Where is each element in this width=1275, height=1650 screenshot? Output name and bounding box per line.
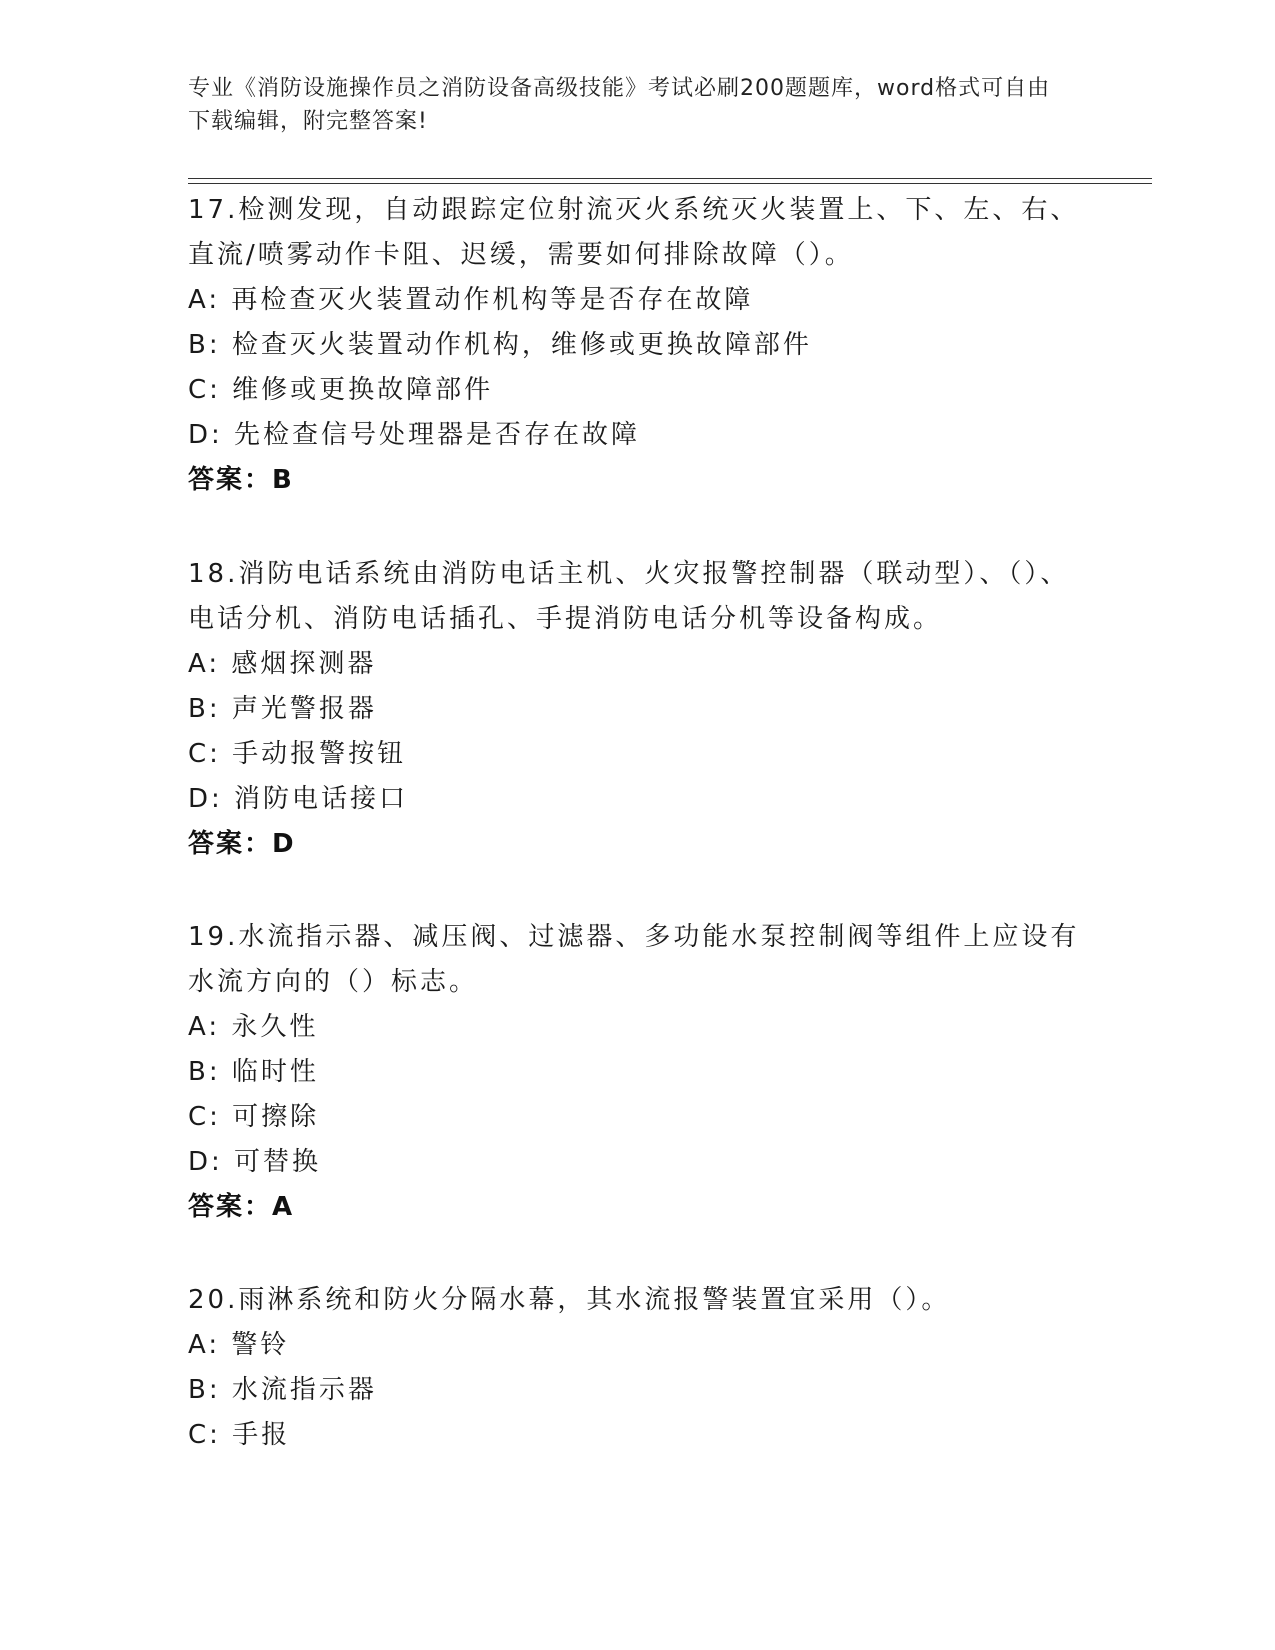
header-divider-bottom (188, 183, 1152, 184)
option-d: D: 消防电话接口 (188, 784, 409, 814)
option-a: A: 再检查灭火装置动作机构等是否存在故障 (188, 285, 754, 315)
question-19 (188, 915, 1088, 1230)
question-stem: 17.检测发现，自动跟踪定位射流灭火系统灭火装置上、下、左、右、直流/喷雾动作卡阻、迟缓，需要如何排除故障（）。 (188, 195, 1080, 270)
question-stem: 20.雨淋系统和防火分隔水幕，其水流报警装置宜采用（）。 (188, 1285, 951, 1315)
option-a: A: 感烟探测器 (188, 649, 377, 679)
answer: 答案：B (188, 465, 294, 495)
option-d: D: 先检查信号处理器是否存在故障 (188, 420, 641, 450)
option-c: C: 可擦除 (188, 1102, 320, 1132)
question-20 (188, 1278, 1088, 1458)
option-b: B: 水流指示器 (188, 1375, 377, 1405)
answer: 答案：D (188, 829, 296, 859)
question-stem: 19.水流指示器、减压阀、过滤器、多功能水泵控制阀等组件上应设有水流方向的（）标志。 (188, 922, 1080, 997)
answer: 答案：A (188, 1192, 295, 1222)
option-c: C: 手报 (188, 1420, 291, 1450)
question-18 (188, 552, 1088, 867)
option-a: A: 警铃 (188, 1330, 290, 1360)
option-c: C: 维修或更换故障部件 (188, 375, 494, 405)
option-b: B: 声光警报器 (188, 694, 377, 724)
option-a: A: 永久性 (188, 1012, 319, 1042)
option-d: D: 可替换 (188, 1147, 322, 1177)
question-17 (188, 188, 1088, 503)
document-header: 专业《消防设施操作员之消防设备高级技能》考试必刷200题题库，word格式可自由下载编辑，附完整答案! (188, 76, 1051, 134)
question-stem: 18.消防电话系统由消防电话主机、火灾报警控制器（联动型）、（）、电话分机、消防电话插孔、手提消防电话分机等设备构成。 (188, 559, 1070, 634)
option-b: B: 临时性 (188, 1057, 319, 1087)
option-c: C: 手动报警按钮 (188, 739, 407, 769)
option-b: B: 检查灭火装置动作机构，维修或更换故障部件 (188, 330, 812, 360)
header-divider-top (188, 178, 1152, 179)
